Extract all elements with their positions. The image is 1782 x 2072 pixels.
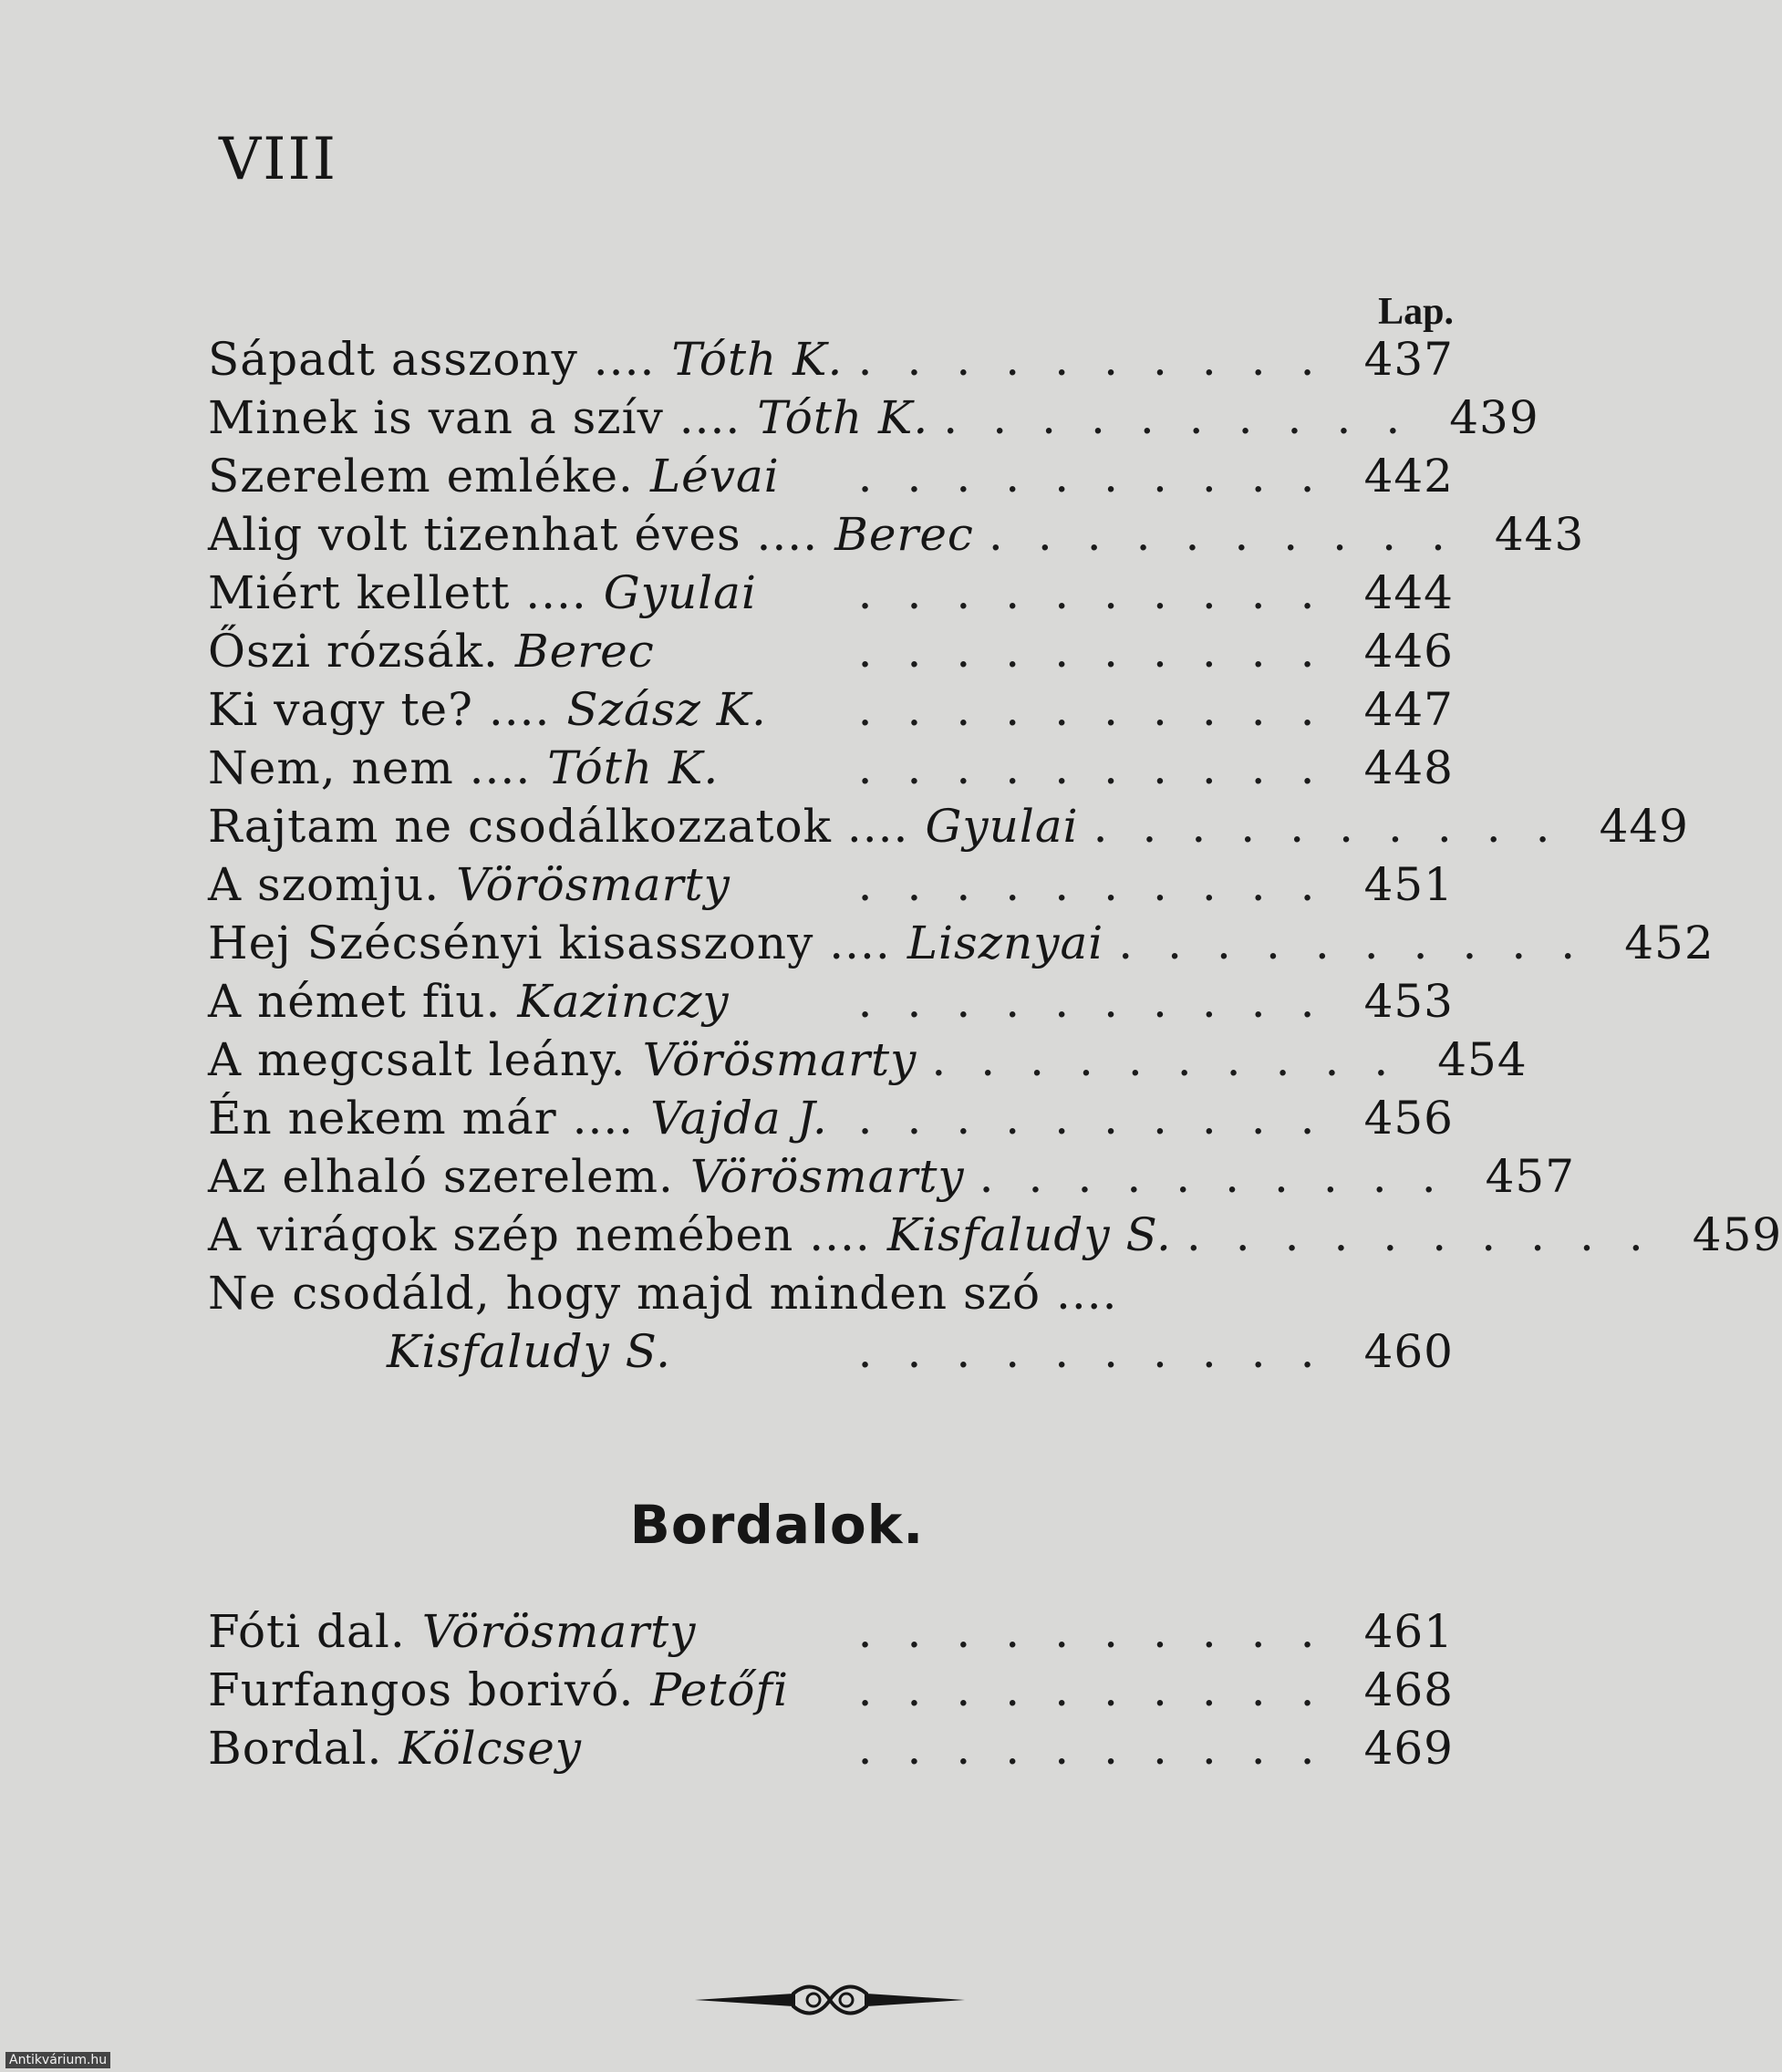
toc-entry — [208, 508, 1585, 566]
entry-author: Gyulai — [603, 566, 757, 619]
entry-author: Berec — [514, 625, 655, 678]
entry-author: Petőfi — [650, 1663, 790, 1716]
entry-author: Vörösmarty — [689, 1150, 965, 1203]
leader-dots: .......... — [857, 566, 1350, 619]
toc-entry — [208, 800, 1689, 858]
toc-entry — [208, 1208, 1782, 1267]
entry-title: A szomju. — [208, 858, 440, 911]
leader-dots: .......... — [1093, 800, 1585, 853]
leader-dots: .......... — [857, 683, 1350, 736]
toc-entry — [208, 1722, 1454, 1780]
toc-entry — [208, 566, 1454, 625]
entry-author: Vörösmarty — [642, 1033, 917, 1086]
entry-page: 461 — [1363, 1605, 1454, 1658]
entry-title: Szerelem emléke. — [208, 450, 634, 502]
entry-page: 448 — [1363, 741, 1454, 794]
section-table-of-contents — [208, 1605, 1454, 1780]
toc-entry — [208, 1092, 1454, 1150]
leader-dots: .......... — [857, 333, 1350, 386]
entry-author: Gyulai — [925, 800, 1079, 853]
leader-dots: .......... — [943, 391, 1435, 444]
entry-title: Furfangos borivó. — [208, 1663, 635, 1716]
entry-title: Minek is van a szív .... — [208, 391, 741, 444]
entry-page: 460 — [1363, 1325, 1454, 1378]
entry-title: A virágok szép nemében .... — [208, 1208, 871, 1261]
leader-dots: .......... — [1186, 1208, 1678, 1261]
leader-dots: .......... — [857, 975, 1350, 1028]
leader-dots: .......... — [857, 1605, 1350, 1658]
toc-entry — [208, 1663, 1454, 1722]
entry-page: 453 — [1363, 975, 1454, 1028]
entry-page: 446 — [1363, 625, 1454, 678]
entry-title: Fóti dal. — [208, 1605, 406, 1658]
entry-title: A megcsalt leány. — [208, 1033, 627, 1086]
entry-title: Ne csodáld, hogy majd minden szó .... — [208, 1267, 1118, 1320]
entry-title: Miért kellett .... — [208, 566, 587, 619]
entry-title: Alig volt tizenhat éves .... — [208, 508, 819, 561]
toc-entry — [208, 683, 1454, 741]
entry-title: Nem, nem .... — [208, 741, 532, 794]
section-heading: Bordalok. — [629, 1494, 925, 1556]
toc-entry — [208, 625, 1454, 683]
entry-author: Tóth K. — [671, 333, 844, 386]
entry-page: 449 — [1599, 800, 1689, 853]
toc-entry — [208, 1150, 1576, 1208]
entry-title: Hej Szécsényi kisasszony .... — [208, 917, 891, 969]
entry-author: Kazinczy — [517, 975, 730, 1028]
watermark: Antikvárium.hu — [5, 2052, 110, 2068]
entry-page: 437 — [1363, 333, 1454, 386]
entry-page: 457 — [1485, 1150, 1576, 1203]
entry-page: 443 — [1494, 508, 1585, 561]
toc-entry — [208, 858, 1454, 917]
entry-page: 442 — [1363, 450, 1454, 502]
entry-page: 444 — [1363, 566, 1454, 619]
entry-title: Sápadt asszony .... — [208, 333, 656, 386]
toc-entry — [208, 1267, 1454, 1325]
entry-author: Szász K. — [566, 683, 767, 736]
leader-dots: .......... — [857, 858, 1350, 911]
leader-dots: .......... — [979, 1150, 1471, 1203]
entry-author: Tóth K. — [757, 391, 929, 444]
entry-author: Vörösmarty — [456, 858, 730, 911]
entry-author: Kölcsey — [399, 1722, 583, 1775]
entry-title: Rajtam ne csodálkozzatok .... — [208, 800, 909, 853]
toc-entry — [208, 741, 1454, 800]
page-number: VIII — [219, 126, 338, 193]
entry-page: 452 — [1624, 917, 1715, 969]
entry-author: Kisfaludy S. — [387, 1325, 672, 1378]
entry-title: Az elhaló szerelem. — [208, 1150, 674, 1203]
leader-dots: .......... — [1118, 917, 1611, 969]
entry-page: 447 — [1363, 683, 1454, 736]
entry-page: 469 — [1363, 1722, 1454, 1775]
entry-author: Lisznyai — [907, 917, 1104, 969]
table-of-contents — [208, 333, 1782, 1383]
toc-entry — [208, 1033, 1528, 1092]
entry-page: 459 — [1692, 1208, 1782, 1261]
entry-author: Vajda J. — [650, 1092, 828, 1145]
entry-page: 454 — [1437, 1033, 1528, 1086]
entry-page: 468 — [1363, 1663, 1454, 1716]
ornament-icon — [693, 1977, 967, 2023]
leader-dots: .......... — [931, 1033, 1424, 1086]
entry-author: Berec — [834, 508, 974, 561]
leader-dots: .......... — [857, 1092, 1350, 1145]
leader-dots: .......... — [857, 1663, 1350, 1716]
entry-author: Lévai — [649, 450, 780, 502]
toc-entry — [208, 450, 1454, 508]
toc-entry — [208, 975, 1454, 1033]
entry-title: Én nekem már .... — [208, 1092, 635, 1145]
entry-author: Vörösmarty — [421, 1605, 697, 1658]
entry-title: Őszi rózsák. — [208, 625, 499, 678]
entry-page: 451 — [1363, 858, 1454, 911]
toc-entry-continued — [208, 1325, 1454, 1383]
leader-dots: .......... — [857, 625, 1350, 678]
leader-dots: .......... — [988, 508, 1480, 561]
leader-dots: .......... — [857, 450, 1350, 502]
toc-entry — [208, 391, 1539, 450]
entry-title: A német fiu. — [208, 975, 502, 1028]
toc-entry — [208, 1605, 1454, 1663]
leader-dots: .......... — [857, 1325, 1350, 1378]
page-column-header: Lap. — [1378, 291, 1454, 333]
leader-dots: .......... — [857, 741, 1350, 794]
toc-entry — [208, 333, 1454, 391]
entry-page: 439 — [1449, 391, 1539, 444]
entry-author: Kisfaludy S. — [886, 1208, 1172, 1261]
entry-title: Ki vagy te? .... — [208, 683, 551, 736]
entry-page: 456 — [1363, 1092, 1454, 1145]
toc-entry — [208, 917, 1715, 975]
entry-author: Tóth K. — [547, 741, 720, 794]
leader-dots: .......... — [857, 1722, 1350, 1775]
entry-title: Bordal. — [208, 1722, 383, 1775]
